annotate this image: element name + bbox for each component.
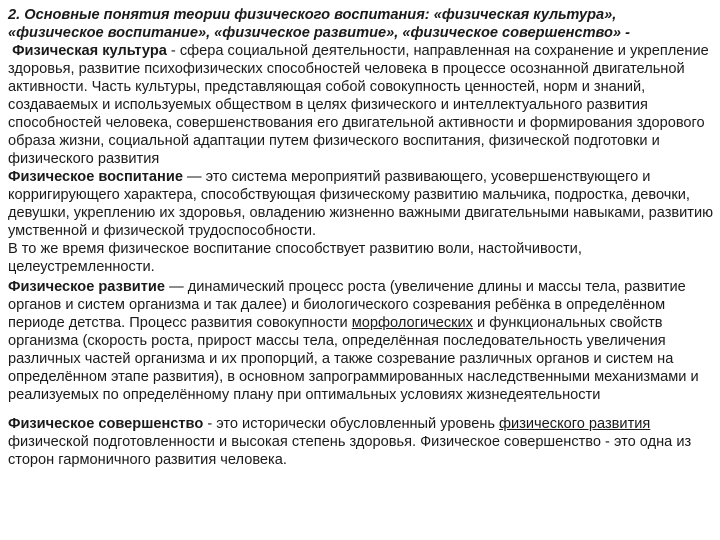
section-heading [8,6,714,42]
definition-physical-development-2: и функциональных свойств организма (скорость роста, прирост массы тела, определённая последовательность увеличения различных частей организма и их пропорций, а также созревание различных органов и систем на определённом этапе развития), в основном запрограммированных наследственными механизмами и реализуемых по определённому плану при оптимальных условиях жизнедеятельности [8,315,699,403]
paragraph-physical-culture [8,42,714,168]
definition-physical-culture: - сфера социальной деятельности, направленная на сохранение и укрепление здоровья, развитие психофизических способностей человека в процессе осознанной двигательной активности. Часть культуры, представляющая собой совокупность ценностей, норм и знаний, создаваемых и используемых обществом в целях физического и интеллектуального развития способностей человека, совершенствования его двигательной активности и формирования здорового образа жизни, социальной адаптации путем физического воспитания, физической подготовки и физического развития [8,43,709,167]
term-physical-culture: Физическая культура [12,43,167,59]
document-page [8,6,714,469]
link-morphological[interactable]: морфологических [351,315,473,331]
term-physical-development: Физическое развитие [8,279,166,295]
definition-physical-perfection-2: физической подготовленности и высокая степень здоровья. Физическое совершенство - это одна из сторон гармоничного развития человека. [8,434,692,468]
paragraph-physical-education [8,168,714,240]
definition-physical-perfection-1: - это исторически обусловленный уровень [203,416,500,432]
paragraph-physical-development [8,278,714,404]
addition-physical-education: В то же время физическое воспитание способствует развитию воли, настойчивости, целеустремленности. [8,241,582,275]
paragraph-physical-education-addition [8,240,714,276]
definition-physical-education: — это система мероприятий развивающего, усовершенствующего и корригирующего характера, способствующая физическому развитию мальчика, подростка, девочки, девушки, укреплению их здоровья, овладению жизненно важными двигательными навыками, развитию умственной и физической трудоспособности. [8,169,714,239]
link-physical-development[interactable]: физического развития [499,416,651,432]
definition-physical-development-1: — динамический процесс роста (увеличение длины и массы тела, развитие органов и систем организма и так далее) и биологического созревания ребёнка в определённом периоде детства. Процесс развития совокупности [8,279,686,331]
heading-text: 2. Основные понятия теории физического воспитания: «физическая культура», «физическое воспитание», «физическое развитие», «физическое совершенство» - [8,7,630,41]
term-physical-perfection: Физическое совершенство [8,416,204,432]
paragraph-physical-perfection [8,415,714,469]
term-physical-education: Физическое воспитание [8,169,183,185]
